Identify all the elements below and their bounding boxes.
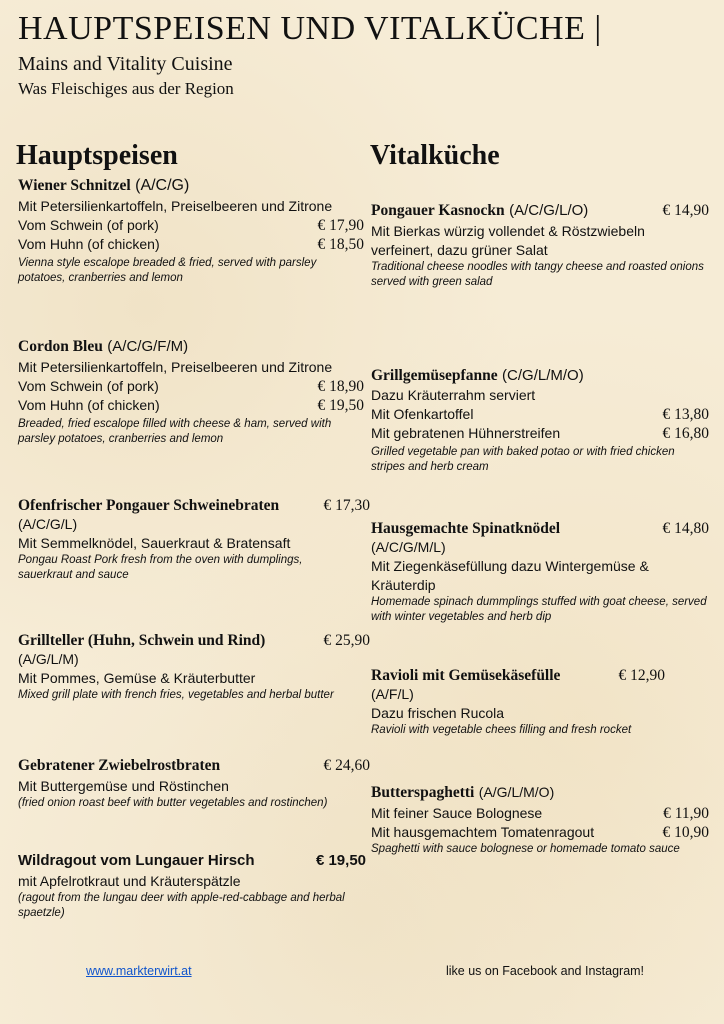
item-english-description: (ragout from the lungau deer with apple-red-cabbage and herbal spaetzle): [18, 892, 345, 919]
menu-item-grillgemuesepfanne: [371, 367, 709, 475]
menu-item-spinatknoedel: [371, 520, 709, 625]
option-label: Vom Huhn (of chicken): [18, 236, 160, 252]
item-name: Grillgemüsepfanne: [371, 367, 498, 384]
menu-item-wiener-schnitzel: [18, 177, 364, 286]
menu-item-zwiebelrostbraten: [18, 757, 370, 811]
item-description: Mit Petersilienkartoffeln, Preiselbeeren und Zitrone: [18, 198, 333, 214]
social-media-note: like us on Facebook and Instagram!: [446, 964, 645, 978]
website-link[interactable]: www.markterwirt.at: [86, 964, 192, 978]
menu-item-wildragout: [18, 852, 366, 921]
option-label: Mit gebratenen Hühnerstreifen: [371, 425, 561, 441]
item-description: Mit Petersilienkartoffeln, Preiselbeeren und Zitrone: [18, 359, 333, 375]
item-price: € 16,80: [662, 425, 709, 442]
option-label: Vom Schwein (of pork): [18, 378, 159, 394]
item-price: € 25,90: [323, 632, 370, 649]
item-english-description: Spaghetti with sauce bolognese or homemade tomato sauce: [371, 843, 680, 855]
menu-item-grillteller: [18, 632, 370, 703]
menu-item-schweinebraten: [18, 497, 370, 583]
item-name: Pongauer Kasnockn: [371, 202, 505, 219]
item-english-description: Homemade spinach dummplings stuffed with goat cheese, served with winter vegetables and herb dip: [371, 596, 707, 623]
allergen-code: (A/C/G/L/O): [509, 202, 589, 219]
item-name: Gebratener Zwiebelrostbraten: [18, 757, 221, 774]
item-price: € 14,90: [662, 202, 709, 219]
item-name: Wiener Schnitzel: [18, 177, 131, 194]
item-description: Mit Semmelknödel, Sauerkraut & Bratensaft: [18, 535, 291, 551]
item-english-description: Mixed grill plate with french fries, vegetables and herbal butter: [18, 689, 334, 701]
item-price: € 13,80: [662, 406, 709, 423]
allergen-code: (A/F/L): [371, 686, 414, 702]
item-description: Dazu frischen Rucola: [371, 705, 505, 721]
allergen-code: (A/C/G/F/M): [107, 338, 189, 355]
item-english-description: Pongau Roast Pork fresh from the oven with dumplings, sauerkraut and sauce: [18, 554, 303, 581]
item-description: Dazu Kräuterrahm serviert: [371, 387, 536, 403]
item-price: € 19,50: [317, 397, 364, 414]
item-price: € 17,30: [323, 497, 370, 514]
item-description: mit Apfelrotkraut und Kräuterspätzle: [18, 873, 241, 889]
option-label: Mit hausgemachtem Tomatenragout: [371, 824, 595, 840]
item-name: Grillteller (Huhn, Schwein und Rind): [18, 632, 266, 649]
section-heading-vitalkueche: Vitalküche: [370, 140, 500, 171]
menu-item-kasnockn: [371, 202, 709, 290]
option-label: Vom Huhn (of chicken): [18, 397, 160, 413]
item-english-description: Ravioli with vegetable chees filling and fresh rocket: [371, 724, 632, 736]
allergen-code: (A/C/G/M/L): [371, 539, 446, 555]
item-description: Mit Buttergemüse und Röstinchen: [18, 778, 229, 794]
allergen-code: (C/G/L/M/O): [502, 367, 584, 384]
item-description: Mit Bierkas würzig vollendet & Röstzwiebeln verfeinert, dazu grüner Salat: [371, 223, 645, 258]
menu-title: HAUPTSPEISEN UND VITALKÜCHE |: [18, 10, 602, 47]
item-price: € 10,90: [662, 824, 709, 841]
menu-subtitle: Mains and Vitality Cuisine: [18, 53, 233, 75]
item-name: Cordon Bleu: [18, 338, 103, 355]
menu-item-cordon-bleu: [18, 338, 364, 447]
item-english-description: Breaded, fried escalope filled with cheese & ham, served with parsley potatoes, cranberries and lemon: [18, 418, 332, 445]
item-english-description: Vienna style escalope breaded & fried, served with parsley potatoes, cranberries and lemon: [18, 257, 317, 284]
item-english-description: Traditional cheese noodles with tangy cheese and roasted onions served with green salad: [371, 261, 704, 288]
option-label: Mit feiner Sauce Bolognese: [371, 805, 543, 821]
item-price: € 14,80: [662, 520, 709, 537]
item-name: Wildragout vom Lungauer Hirsch: [18, 852, 255, 869]
item-price: € 18,90: [317, 378, 364, 395]
allergen-code: (A/C/G/L): [18, 516, 78, 532]
allergen-code: (A/C/G): [135, 177, 190, 194]
item-price: € 17,90: [317, 217, 364, 234]
item-price: € 24,60: [323, 757, 370, 774]
item-name: Butterspaghetti: [371, 784, 475, 801]
item-name: Ofenfrischer Pongauer Schweinebraten: [18, 497, 280, 514]
section-heading-hauptspeisen: Hauptspeisen: [16, 140, 178, 171]
item-name: Ravioli mit Gemüsekäsefülle: [371, 667, 561, 684]
item-price: € 12,90: [618, 667, 665, 684]
menu-item-butterspaghetti: [371, 784, 709, 857]
item-description: Mit Pommes, Gemüse & Kräuterbutter: [18, 670, 256, 686]
option-label: Vom Schwein (of pork): [18, 217, 159, 233]
allergen-code: (A/G/L/M): [18, 651, 79, 667]
item-price: € 19,50: [315, 852, 366, 869]
item-price: € 11,90: [663, 805, 709, 822]
allergen-code: (A/G/L/M/O): [478, 784, 555, 800]
menu-item-ravioli: [371, 667, 665, 738]
item-price: € 18,50: [317, 236, 364, 253]
item-english-description: Grilled vegetable pan with baked potao or with fried chicken stripes and herb cream: [371, 446, 675, 473]
menu-tagline: Was Fleischiges aus der Region: [18, 79, 234, 98]
item-name: Hausgemachte Spinatknödel: [371, 520, 561, 537]
item-description: Mit Ziegenkäsefüllung dazu Wintergemüse & Kräuterdip: [371, 558, 649, 593]
item-english-description: (fried onion roast beef with butter vegetables and rostinchen): [18, 797, 328, 809]
option-label: Mit Ofenkartoffel: [371, 406, 474, 422]
